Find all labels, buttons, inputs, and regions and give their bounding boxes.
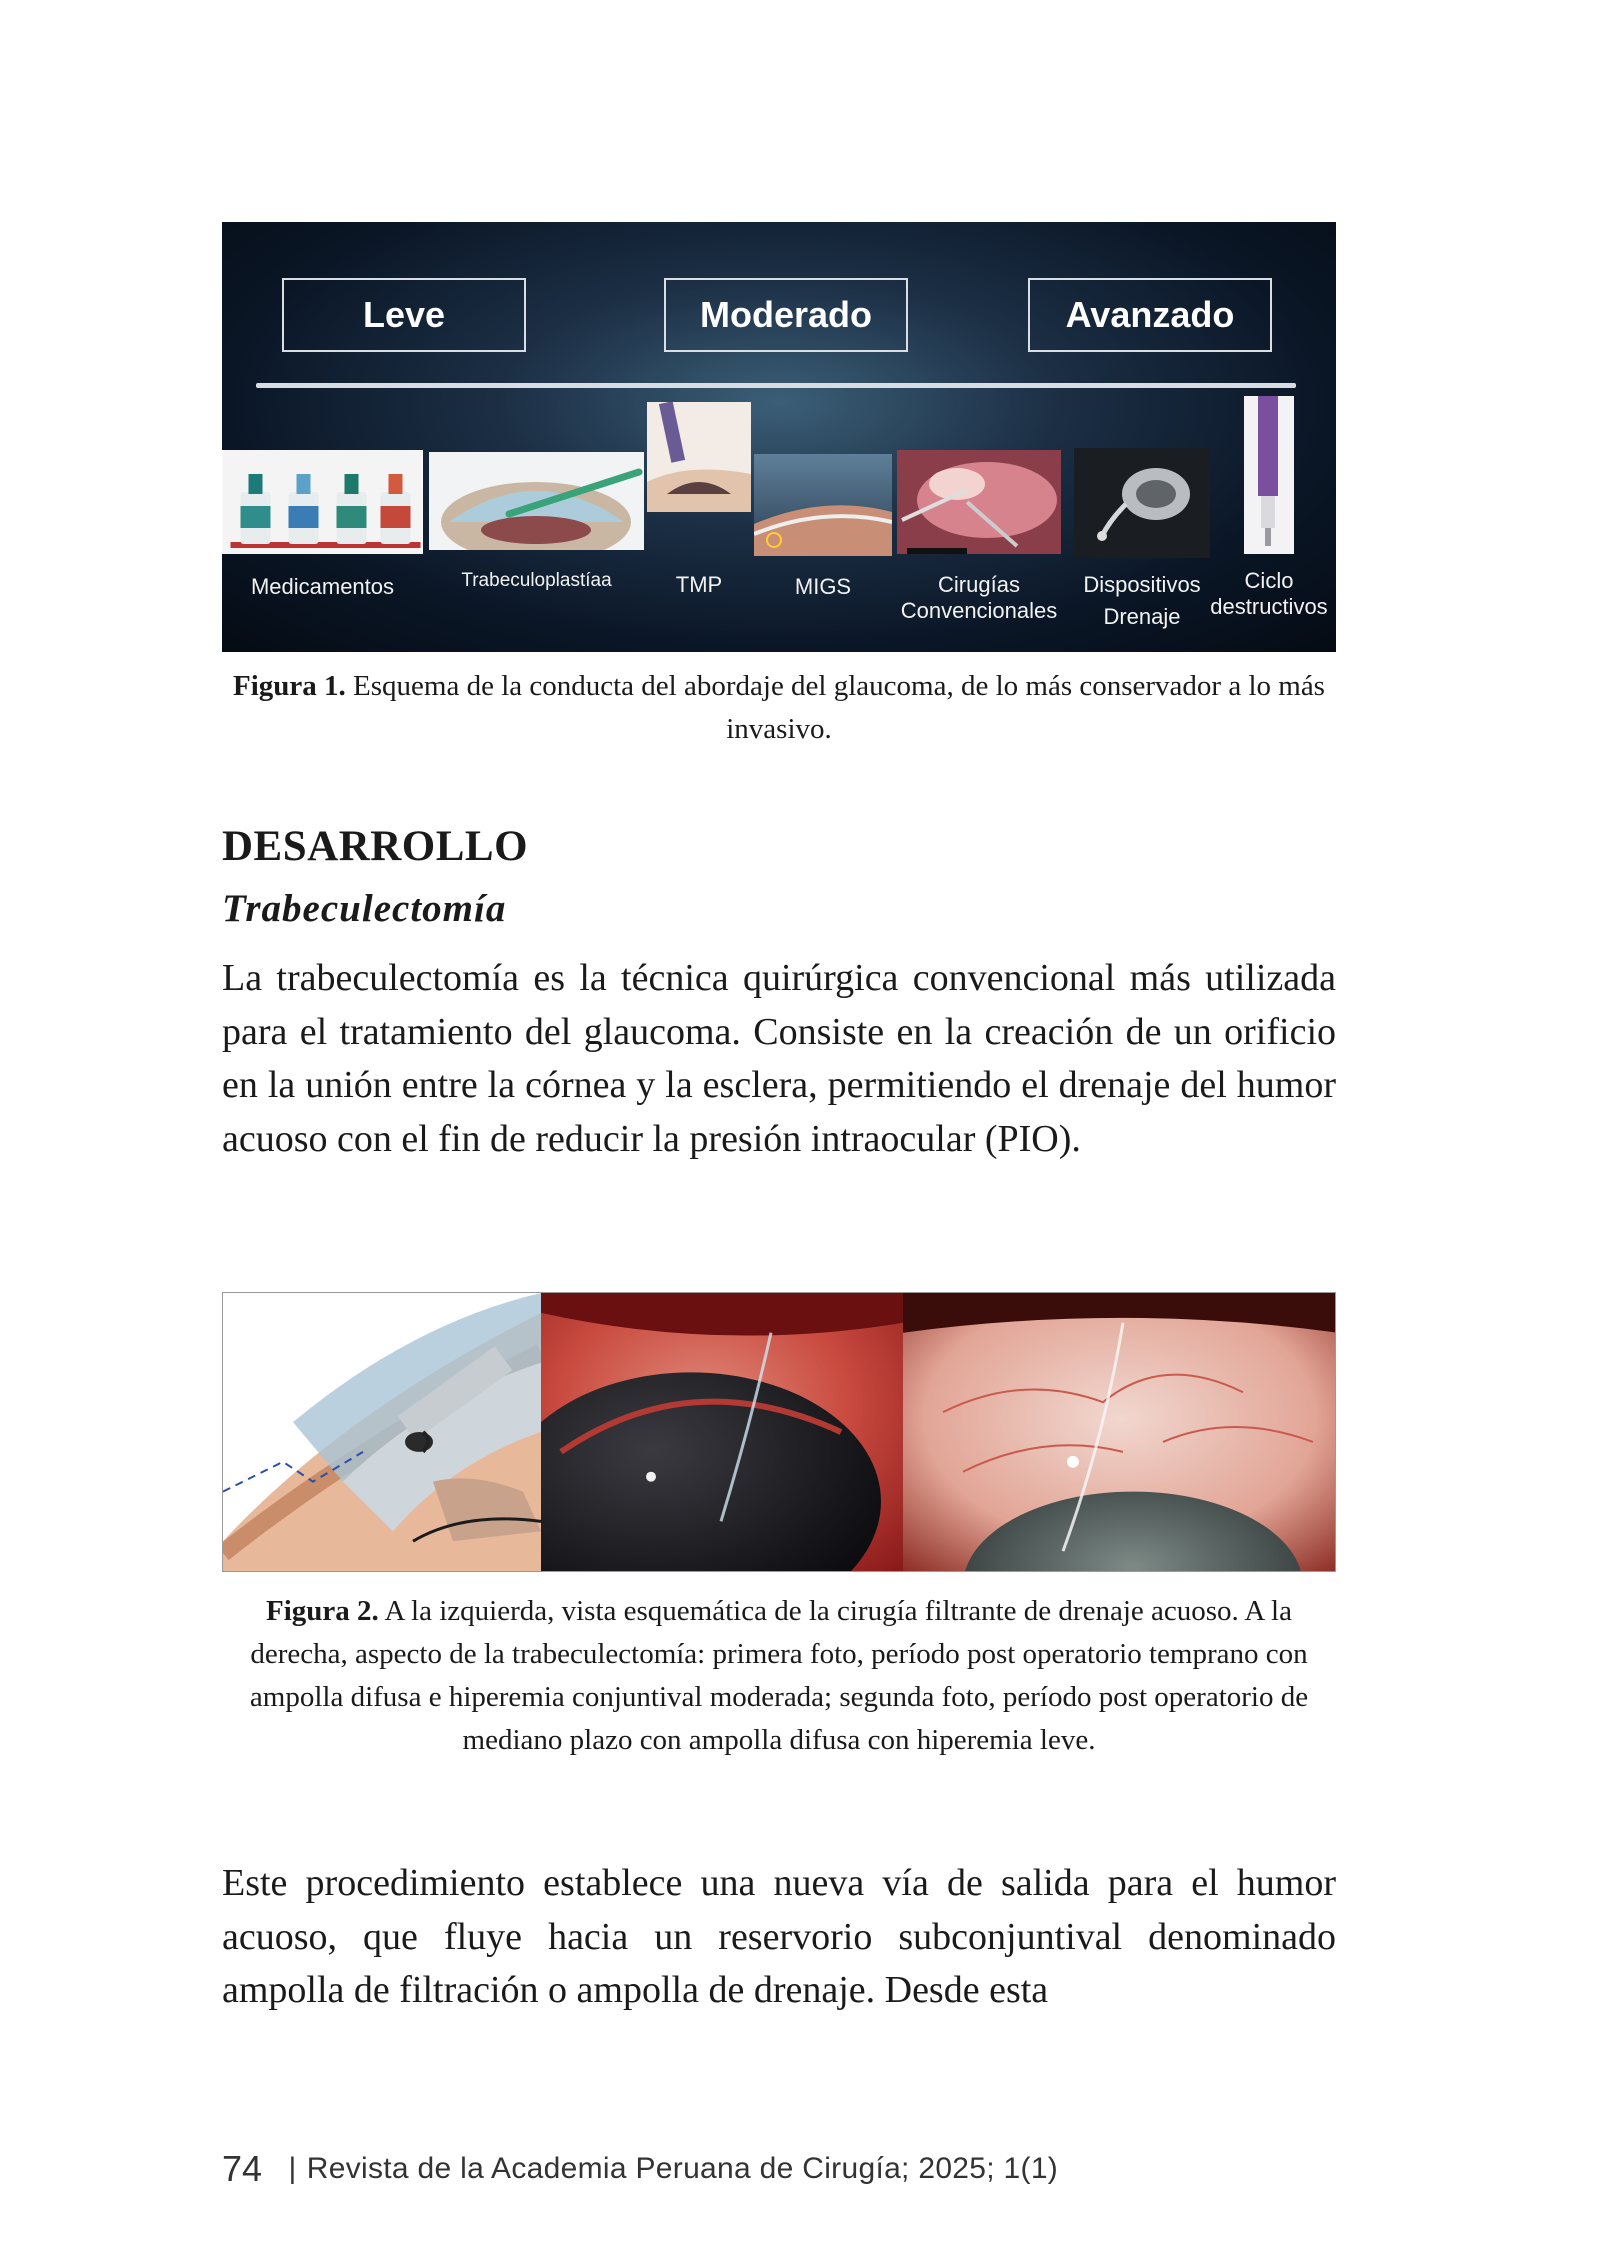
stage-avanzado: Avanzado (1028, 278, 1272, 352)
early-postop-eye-photo (541, 1293, 903, 1571)
figure-2-caption (222, 1590, 1336, 1762)
stent-icon (754, 454, 892, 556)
stage-moderado: Moderado (664, 278, 908, 352)
tile-label-medicamentos: Medicamentos (250, 574, 395, 599)
schematic-filtering-surgery-illustration (223, 1293, 541, 1571)
subsection-heading: Trabeculectomía (222, 887, 507, 930)
tile-label-ciclo-destructivos: Ciclo destructivos (1210, 568, 1328, 619)
drainage-device-icon (1074, 448, 1210, 558)
figure-1-caption-text: Esquema de la conducta del abordaje del glaucoma, de lo más conservador a lo más invasivo. (345, 670, 1325, 745)
figure-1-caption-label: Figura 1. (233, 670, 346, 702)
cyclo-probe-icon (1244, 396, 1294, 554)
figure-1-caption (222, 665, 1336, 751)
figure-2-trabeculectomy-images (222, 1292, 1336, 1572)
laser-eye-icon (429, 452, 644, 550)
stage-leve: Leve (282, 278, 526, 352)
body-paragraph-1: La trabeculectomía es la técnica quirúrgica convencional más utilizada para el tratamiento del glaucoma. Consiste en la creación de un orificio en la unión entre la córnea y la esclera, permitiendo el drenaje del humor acuoso con el fin de reducir la presión intraocular (PIO). (222, 957, 1336, 1160)
micropulse-probe-icon (647, 402, 751, 512)
body-paragraph-2: Este procedimiento establece una nueva vía de salida para el humor acuoso, que fluye hacia un reservorio subconjuntival denominado ampolla de filtración o ampolla de drenaje. Desde esta (222, 1862, 1336, 2011)
figure-1-glaucoma-treatment-scheme (222, 222, 1336, 652)
tile-label-cirugias-convencionales: Cirugías Convencionales (900, 572, 1058, 623)
figure-2-caption-label: Figura 2. (266, 1595, 379, 1627)
section-heading: DESARROLLO (222, 823, 529, 870)
footer-separator: | (288, 2152, 297, 2185)
figure-2-caption-text: A la izquierda, vista esquemática de la cirugía filtrante de drenaje acuoso. A la derecha, aspecto de la trabeculectomía: primera foto, período post operatorio temprano con ampolla difusa e hiperemia conjuntival moderada; segunda foto, período post operatorio de mediano plazo con ampolla difusa con hiperemia leve. (249, 1595, 1309, 1756)
eye-drops-icon (222, 450, 423, 554)
midterm-postop-eye-photo (903, 1293, 1336, 1571)
tile-label-dispositivos-drenaje: Dispositivos Drenaje (1083, 572, 1201, 629)
journal-reference: Revista de la Academia Peruana de Cirugía; 2025; 1(1) (306, 2152, 1059, 2185)
page-footer (222, 2148, 1058, 2190)
tile-label-tmp: TMP (675, 572, 723, 597)
tile-label-migs: MIGS (794, 574, 852, 599)
progression-line (256, 383, 1296, 388)
tile-label-trabeculoplastia: Trabeculoplastíaa (461, 570, 612, 591)
surgery-photo-icon (897, 450, 1061, 554)
page-number: 74 (222, 2148, 263, 2189)
